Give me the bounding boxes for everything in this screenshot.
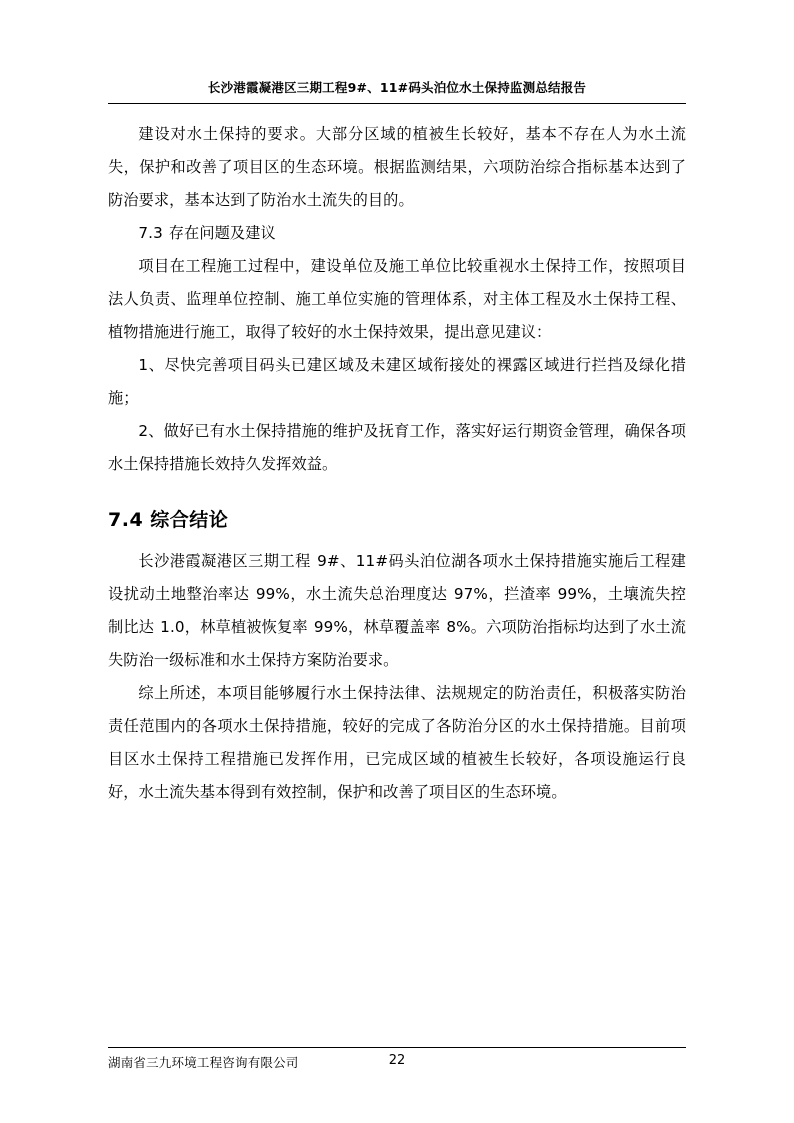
paragraph-summary: 综上所述，本项目能够履行水土保持法律、法规规定的防治责任，积极落实防治责任范围内的各项水土保持措施，较好的完成了各防治分区的水土保持措施。目前项目区水土保持工程措施已发挥作用，已完成区域的植被生长较好，各项设施运行良好，水土流失基本得到有效控制，保护和改善了项目区的生态环境。 bbox=[108, 684, 686, 801]
list-item-2: 2、做好已有水土保持措施的维护及抚育工作，落实好运行期资金管理，确保各项水土保持措施长效持久发挥效益。 bbox=[108, 422, 686, 473]
running-header: 长沙港霞凝港区三期工程9#、11#码头泊位水土保持监测总结报告 bbox=[207, 80, 587, 95]
list-item-1: 1、尽快完善项目码头已建区域及未建区域衔接处的裸露区域进行拦挡及绿化措施； bbox=[108, 356, 686, 407]
footer-divider bbox=[108, 1047, 686, 1048]
heading-7-4: 7.4 综合结论 bbox=[108, 509, 229, 531]
footer-row bbox=[108, 1053, 686, 1071]
footer-page-number: 22 bbox=[388, 1053, 406, 1068]
heading-7-3: 7.3 存在问题及建议 bbox=[138, 224, 276, 242]
page-footer bbox=[108, 1047, 686, 1071]
header-divider bbox=[108, 103, 686, 104]
footer-company: 湖南省三九环境工程咨询有限公司 bbox=[108, 1055, 299, 1070]
paragraph-issues-suggestions: 项目在工程施工过程中，建设单位及施工单位比较重视水土保持工作，按照项目法人负责、监理单位控制、施工单位实施的管理体系，对主体工程及水土保持工程、植物措施进行施工，取得了较好的水土保持效果，提出意见建议： bbox=[108, 257, 686, 341]
page-content bbox=[108, 78, 686, 809]
paragraph-conclusion-intro: 建设对水土保持的要求。大部分区域的植被生长较好，基本不存在人为水土流失，保护和改善了项目区的生态环境。根据监测结果，六项防治综合指标基本达到了防治要求，基本达到了防治水土流失的目的。 bbox=[108, 125, 686, 209]
paragraph-indicators: 长沙港霞凝港区三期工程 9#、11#码头泊位湖各项水土保持措施实施后工程建设扰动土地整治率达 99%，水土流失总治理度达 97%，拦渣率 99%，土壤流失控制比达 1.0，林草植被恢复率 99%，林草覆盖率 8%。六项防治指标均达到了水土流失防治一级标准和水土保持方案防治要求。 bbox=[108, 552, 686, 669]
